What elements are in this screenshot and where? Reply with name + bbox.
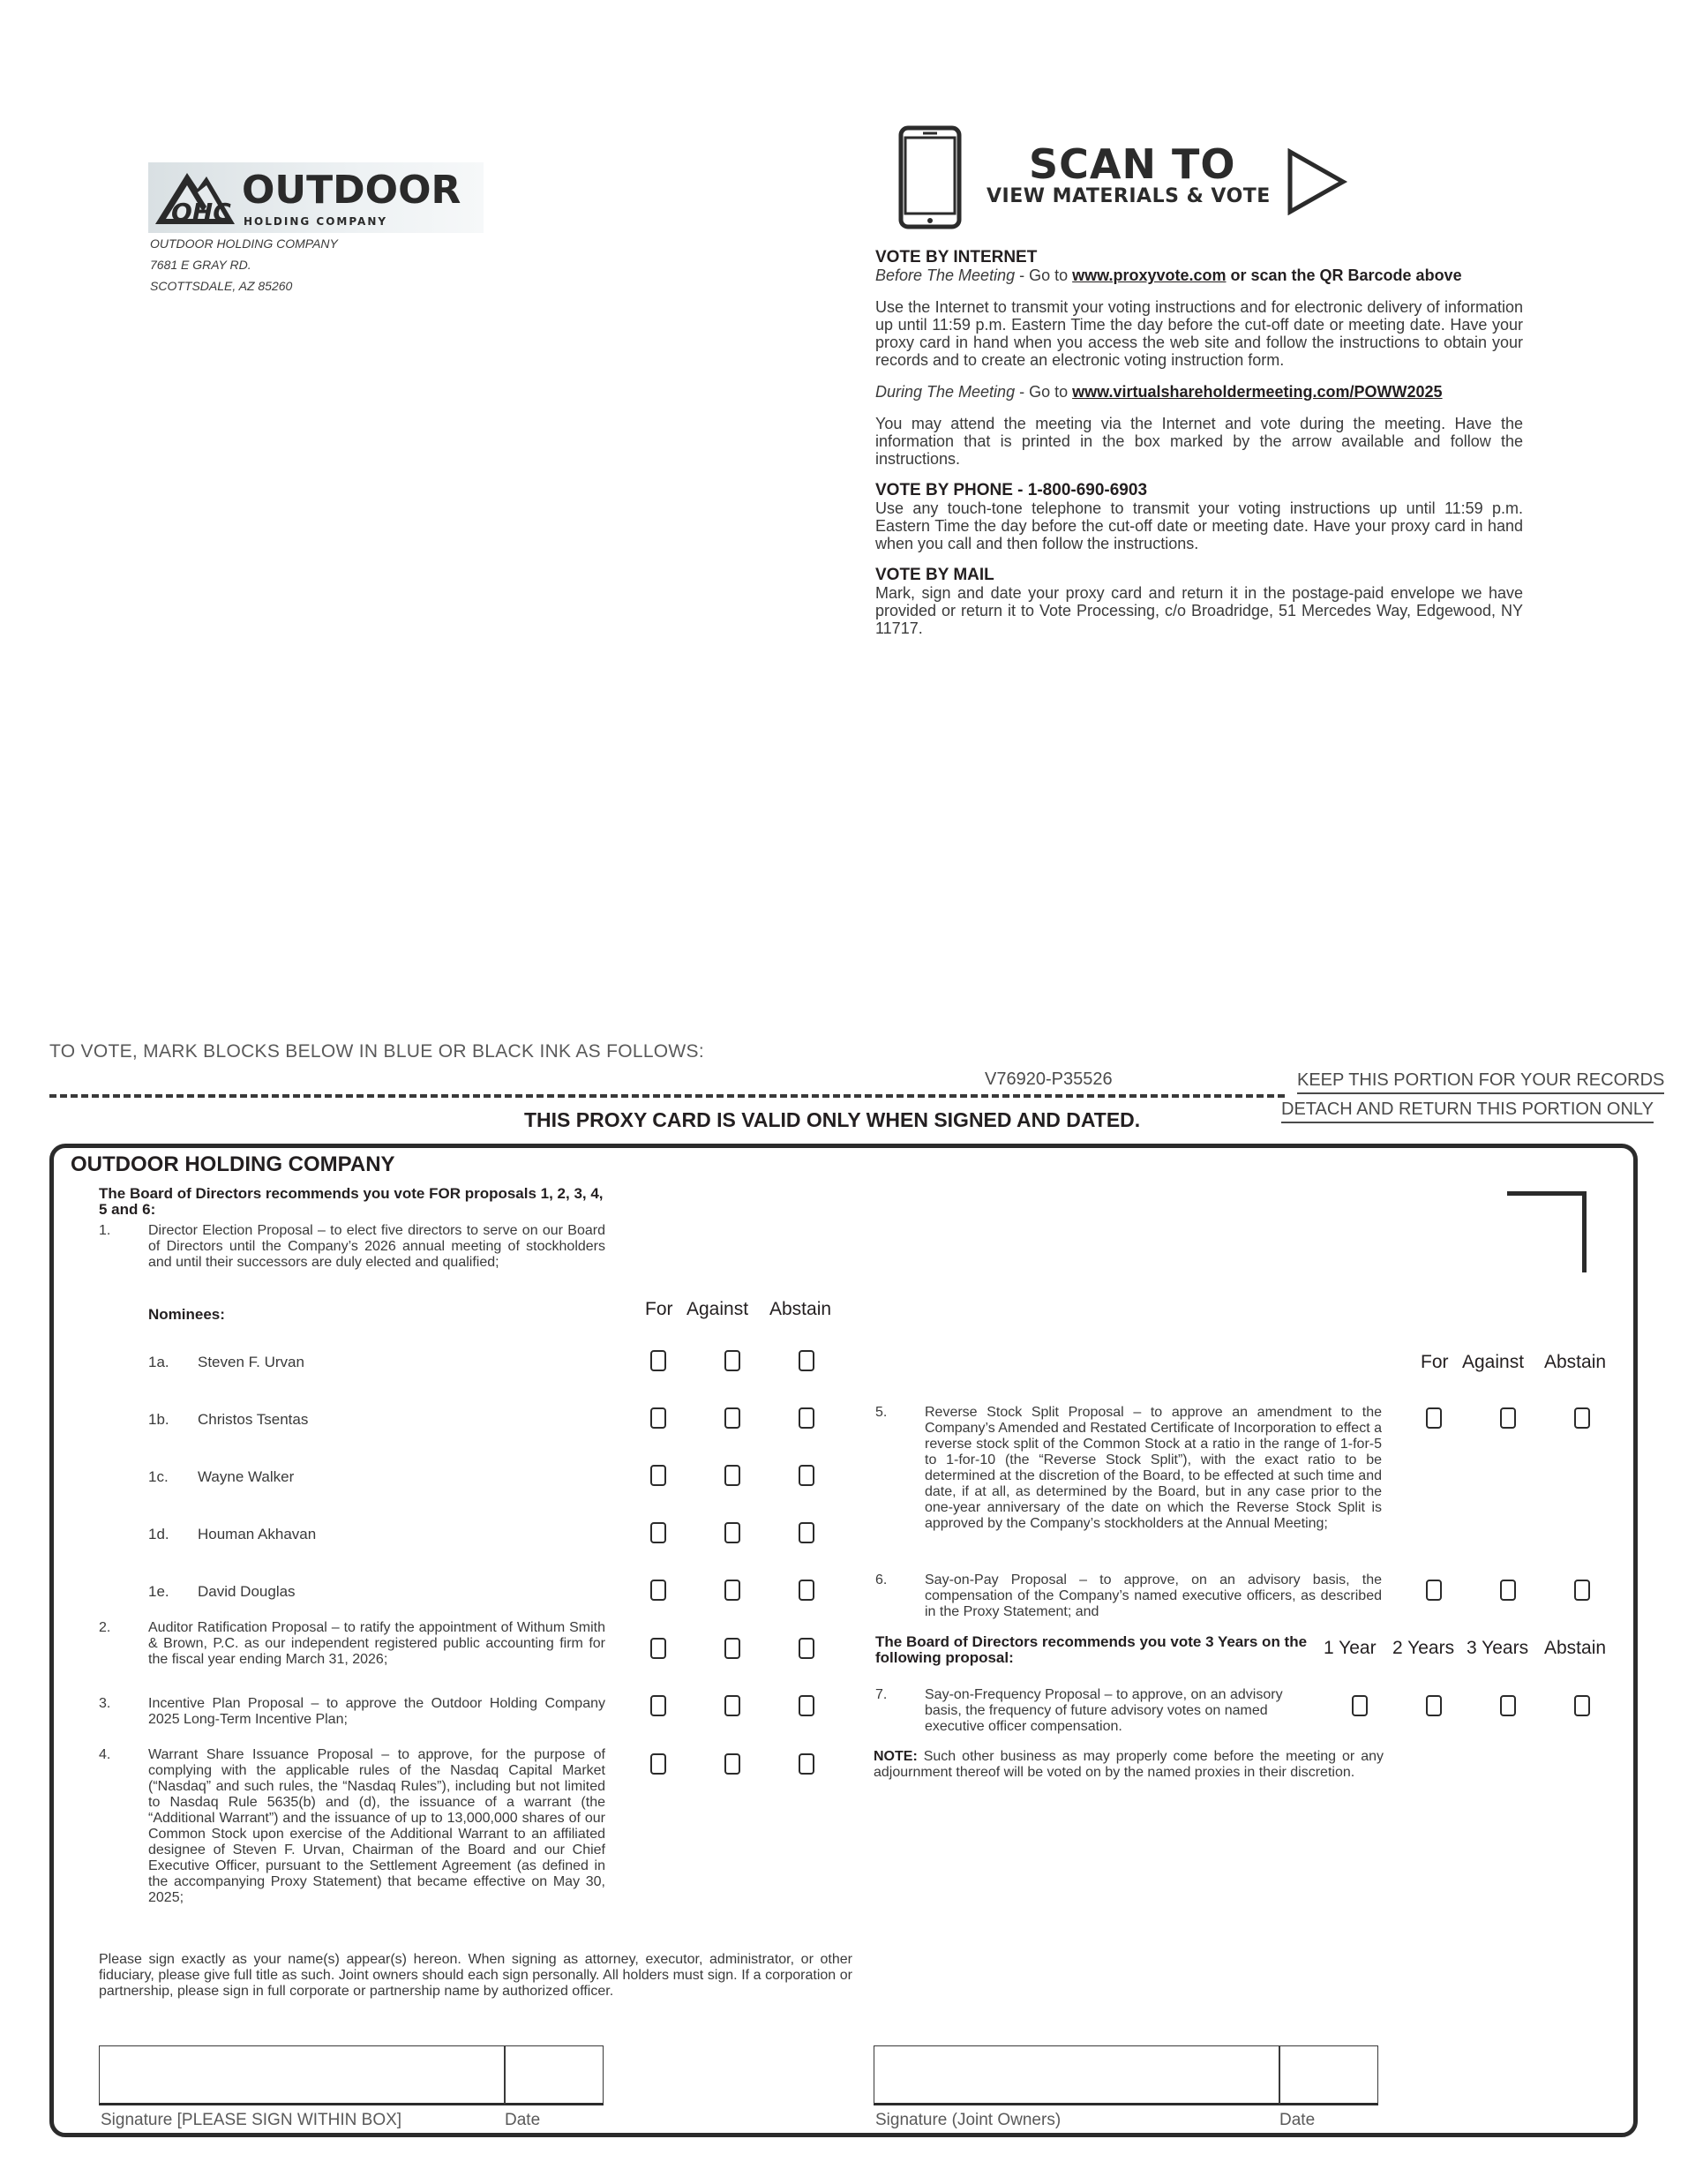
internet-paragraph: Use the Internet to transmit your voting instructions and for electronic delivery of information up until 11:59 p.m. Eastern Time the day before the cut-off date or meeting date. Have your proxy card in hand when you access the web site and follow the instructions to obtain your records and to create an electronic voting instruction form.: [875, 298, 1523, 369]
board-recommendation-2: The Board of Directors recommends you vote 3 Years on the following proposal:: [875, 1633, 1308, 1666]
scan-heading: SCAN TO: [1029, 140, 1236, 188]
proposal-2-number: 2.: [99, 1620, 111, 1635]
proposal-1-number: 1.: [99, 1223, 111, 1238]
joint-date-label: Date: [1279, 2111, 1316, 2129]
scan-subheading: VIEW MATERIALS & VOTE: [987, 185, 1271, 207]
checkbox-1a-for[interactable]: [650, 1350, 666, 1371]
proposal-3-text: Incentive Plan Proposal – to approve the Outdoor Holding Company 2025 Long-Term Incentive Plan;: [148, 1696, 605, 1727]
internet-heading: VOTE BY INTERNET: [875, 248, 1038, 266]
nominee-number: 1e.: [148, 1583, 169, 1600]
before-go: - Go to: [1015, 266, 1073, 284]
column-for: For: [645, 1299, 673, 1319]
proposal-3-number: 3.: [99, 1696, 111, 1711]
checkbox-6-abstain[interactable]: [1574, 1580, 1590, 1601]
checkbox-7-abstain[interactable]: [1574, 1695, 1590, 1716]
nominee-name: David Douglas: [198, 1583, 296, 1600]
nominee-number: 1d.: [148, 1526, 169, 1542]
joint-signature-box[interactable]: [874, 2045, 1279, 2105]
keep-portion-label: KEEP THIS PORTION FOR YOUR RECORDS: [1297, 1070, 1664, 1094]
virtual-meeting-link[interactable]: www.virtualshareholdermeeting.com/POWW2025: [1072, 383, 1443, 401]
ink-instructions: TO VOTE, MARK BLOCKS BELOW IN BLUE OR BLACK INK AS FOLLOWS:: [49, 1041, 704, 1062]
arrow-right-icon: [1287, 148, 1348, 215]
checkbox-1c-for[interactable]: [650, 1465, 666, 1486]
nominee-name: Houman Akhavan: [198, 1526, 317, 1542]
checkbox-1b-abstain[interactable]: [799, 1407, 814, 1429]
mail-paragraph: Mark, sign and date your proxy card and return it in the postage-paid envelope we have provided or return it to Vote Processing, c/o Broadridge, 51 Mercedes Way, Edgewood, NY 11717.: [875, 584, 1523, 637]
checkbox-1b-for[interactable]: [650, 1407, 666, 1429]
checkbox-1e-for[interactable]: [650, 1580, 666, 1601]
during-go: - Go to: [1015, 383, 1073, 401]
nominee-number: 1c.: [148, 1468, 169, 1485]
proposal-7-number: 7.: [875, 1687, 888, 1702]
address-line-3: SCOTTSDALE, AZ 85260: [150, 279, 293, 293]
nominee-name: Christos Tsentas: [198, 1411, 309, 1428]
phone-icon: [898, 125, 962, 229]
corner-mark: [1507, 1191, 1587, 1272]
proposal-4-text: Warrant Share Issuance Proposal – to approve, for the purpose of complying with the applicable rules of the Nasdaq Capital Market (“Nasdaq” and such rules, the “Nasdaq Rules”), including but not limited to Nasdaq Rule 5635(b) and (d), the issuance of a warrant (the “Additional Warrant”) and the issuance of up to 13,000,000 shares of our Common Stock upon exercise of the Additional Warrant to an affiliated designee of Steven F. Urvan, Chairman of the Board and our Chief Executive Officer, pursuant to the Settlement Agreement (as defined in the accompanying Proxy Statement) that became effective on May 30, 2025;: [148, 1747, 605, 1905]
checkbox-1a-against[interactable]: [724, 1350, 740, 1371]
checkbox-7-2-years[interactable]: [1426, 1695, 1442, 1716]
signing-instructions: Please sign exactly as your name(s) appear(s) hereon. When signing as attorney, executor, administrator, or other fiduciary, please give full title as such. Joint owners should each sign personally. All holders must sign. If a corporation or partnership, please sign in full corporate or partnership name by authorized officer.: [99, 1952, 852, 1999]
proposal-6-text: Say-on-Pay Proposal – to approve, on an advisory basis, the compensation of the Company’s named executive officers, as described in the Proxy Statement; and: [925, 1572, 1382, 1619]
checkbox-5-against[interactable]: [1500, 1407, 1516, 1429]
nominee-number: 1a.: [148, 1354, 169, 1370]
checkbox-1e-abstain[interactable]: [799, 1580, 814, 1601]
address-line-1: OUTDOOR HOLDING COMPANY: [150, 236, 338, 251]
checkbox-6-for[interactable]: [1426, 1580, 1442, 1601]
date-box[interactable]: [505, 2045, 604, 2105]
valid-notice: THIS PROXY CARD IS VALID ONLY WHEN SIGNED AND DATED.: [524, 1108, 1141, 1131]
checkbox-3-against[interactable]: [724, 1695, 740, 1716]
column-2-years: 2 Years: [1392, 1638, 1455, 1658]
proposal-7-text: Say-on-Frequency Proposal – to approve, on an advisory basis, the frequency of future advisory votes on named executive officer compensation.: [925, 1687, 1283, 1734]
checkbox-7-1-year[interactable]: [1352, 1695, 1368, 1716]
proposal-2-text: Auditor Ratification Proposal – to ratify the appointment of Withum Smith & Brown, P.C. as our independent registered public accounting firm for the fiscal year ending March 31, 2026;: [148, 1620, 605, 1667]
checkbox-3-abstain[interactable]: [799, 1695, 814, 1716]
column-against: Against: [686, 1299, 749, 1319]
checkbox-1a-abstain[interactable]: [799, 1350, 814, 1371]
phone-heading: VOTE BY PHONE - 1-800-690-6903: [875, 481, 1148, 499]
card-company-name: OUTDOOR HOLDING COMPANY: [71, 1152, 395, 1176]
checkbox-2-abstain[interactable]: [799, 1638, 814, 1659]
company-logo-icon: [152, 166, 238, 229]
checkbox-1c-abstain[interactable]: [799, 1465, 814, 1486]
proposal-5-text: Reverse Stock Split Proposal – to approve an amendment to the Company’s Amended and Restated Certificate of Incorporation to effect a reverse stock split of the Common Stock at a ratio in the range of 1-for-5 to 1-for-10 (the “Reverse Stock Split”), with the exact ratio to be determined at the discretion of the Board, to be effected at such time and date, if at all, as determined by the Board, but in any case prior to the one-year anniversary of the date on which the Reverse Stock Split is approved by the Company’s stockholders at the Annual Meeting;: [925, 1405, 1382, 1531]
checkbox-4-against[interactable]: [724, 1753, 740, 1775]
during-meeting-label: During The Meeting: [875, 383, 1016, 401]
checkbox-1e-against[interactable]: [724, 1580, 740, 1601]
svg-text:OHC: OHC: [171, 198, 231, 227]
proposal-1-text: Director Election Proposal – to elect five directors to serve on our Board of Directors until the Company’s 2026 annual meeting of stockholders and until their successors are duly elected and qualified;: [148, 1223, 605, 1270]
internet-section: [875, 249, 1523, 637]
checkbox-1c-against[interactable]: [724, 1465, 740, 1486]
note-paragraph: [874, 1749, 1384, 1781]
checkbox-4-abstain[interactable]: [799, 1753, 814, 1775]
detach-dashed-line: [49, 1094, 1285, 1098]
proxyvote-link[interactable]: www.proxyvote.com: [1072, 266, 1227, 284]
address-line-2: 7681 E GRAY RD.: [150, 258, 251, 272]
before-meeting-label: Before The Meeting: [875, 266, 1016, 284]
proposal-4-number: 4.: [99, 1747, 111, 1762]
logo-wordmark: OUTDOOR: [242, 168, 461, 213]
phone-paragraph: Use any touch-tone telephone to transmit your voting instructions up until 11:59 p.m. Eastern Time the day before the cut-off date or meeting date. Have your proxy card in hand when you call and then follow the instructions.: [875, 499, 1523, 552]
board-recommendation-1: The Board of Directors recommends you vote FOR proposals 1, 2, 3, 4, 5 and 6:: [99, 1185, 604, 1218]
checkbox-1d-for[interactable]: [650, 1522, 666, 1543]
control-number: V76920-P35526: [985, 1069, 1113, 1089]
column-abstain-right: Abstain: [1544, 1352, 1607, 1372]
nominee-name: Steven F. Urvan: [198, 1354, 304, 1370]
proposal-6-number: 6.: [875, 1572, 888, 1587]
checkbox-5-for[interactable]: [1426, 1407, 1442, 1429]
joint-signature-label: Signature (Joint Owners): [875, 2111, 1062, 2129]
checkbox-1d-against[interactable]: [724, 1522, 740, 1543]
checkbox-7-3-years[interactable]: [1500, 1695, 1516, 1716]
column-1-year: 1 Year: [1324, 1638, 1377, 1658]
checkbox-3-for[interactable]: [650, 1695, 666, 1716]
signature-box[interactable]: [99, 2045, 505, 2105]
checkbox-1b-against[interactable]: [724, 1407, 740, 1429]
checkbox-1d-abstain[interactable]: [799, 1522, 814, 1543]
checkbox-6-against[interactable]: [1500, 1580, 1516, 1601]
column-against-right: Against: [1462, 1352, 1525, 1372]
joint-date-box[interactable]: [1279, 2045, 1378, 2105]
column-3-years: 3 Years: [1467, 1638, 1529, 1658]
checkbox-2-for[interactable]: [650, 1638, 666, 1659]
signature-label: Signature [PLEASE SIGN WITHIN BOX]: [101, 2111, 402, 2129]
nominee-number: 1b.: [148, 1411, 169, 1428]
column-abstain: Abstain: [769, 1299, 832, 1319]
nominee-name: Wayne Walker: [198, 1468, 295, 1485]
date-label: Date: [505, 2111, 541, 2129]
column-abstain-frequency: Abstain: [1544, 1638, 1607, 1658]
column-for-right: For: [1421, 1352, 1449, 1372]
nominees-label: Nominees:: [148, 1306, 225, 1323]
before-tail: or scan the QR Barcode above: [1226, 266, 1462, 284]
proposal-5-number: 5.: [875, 1405, 888, 1420]
checkbox-2-against[interactable]: [724, 1638, 740, 1659]
detach-portion-label: DETACH AND RETURN THIS PORTION ONLY: [1281, 1100, 1654, 1123]
checkbox-4-for[interactable]: [650, 1753, 666, 1775]
checkbox-5-abstain[interactable]: [1574, 1407, 1590, 1429]
logo-subtitle: HOLDING COMPANY: [244, 215, 388, 228]
note-text: Such other business as may properly come before the meeting or any adjournment thereof will be voted on by the named proxies in their discretion.: [874, 1749, 1384, 1780]
mail-heading: VOTE BY MAIL: [875, 566, 994, 584]
note-label: NOTE:: [874, 1749, 918, 1764]
during-paragraph: You may attend the meeting via the Internet and vote during the meeting. Have the information that is printed in the box marked by the arrow available and follow the instructions.: [875, 415, 1523, 468]
